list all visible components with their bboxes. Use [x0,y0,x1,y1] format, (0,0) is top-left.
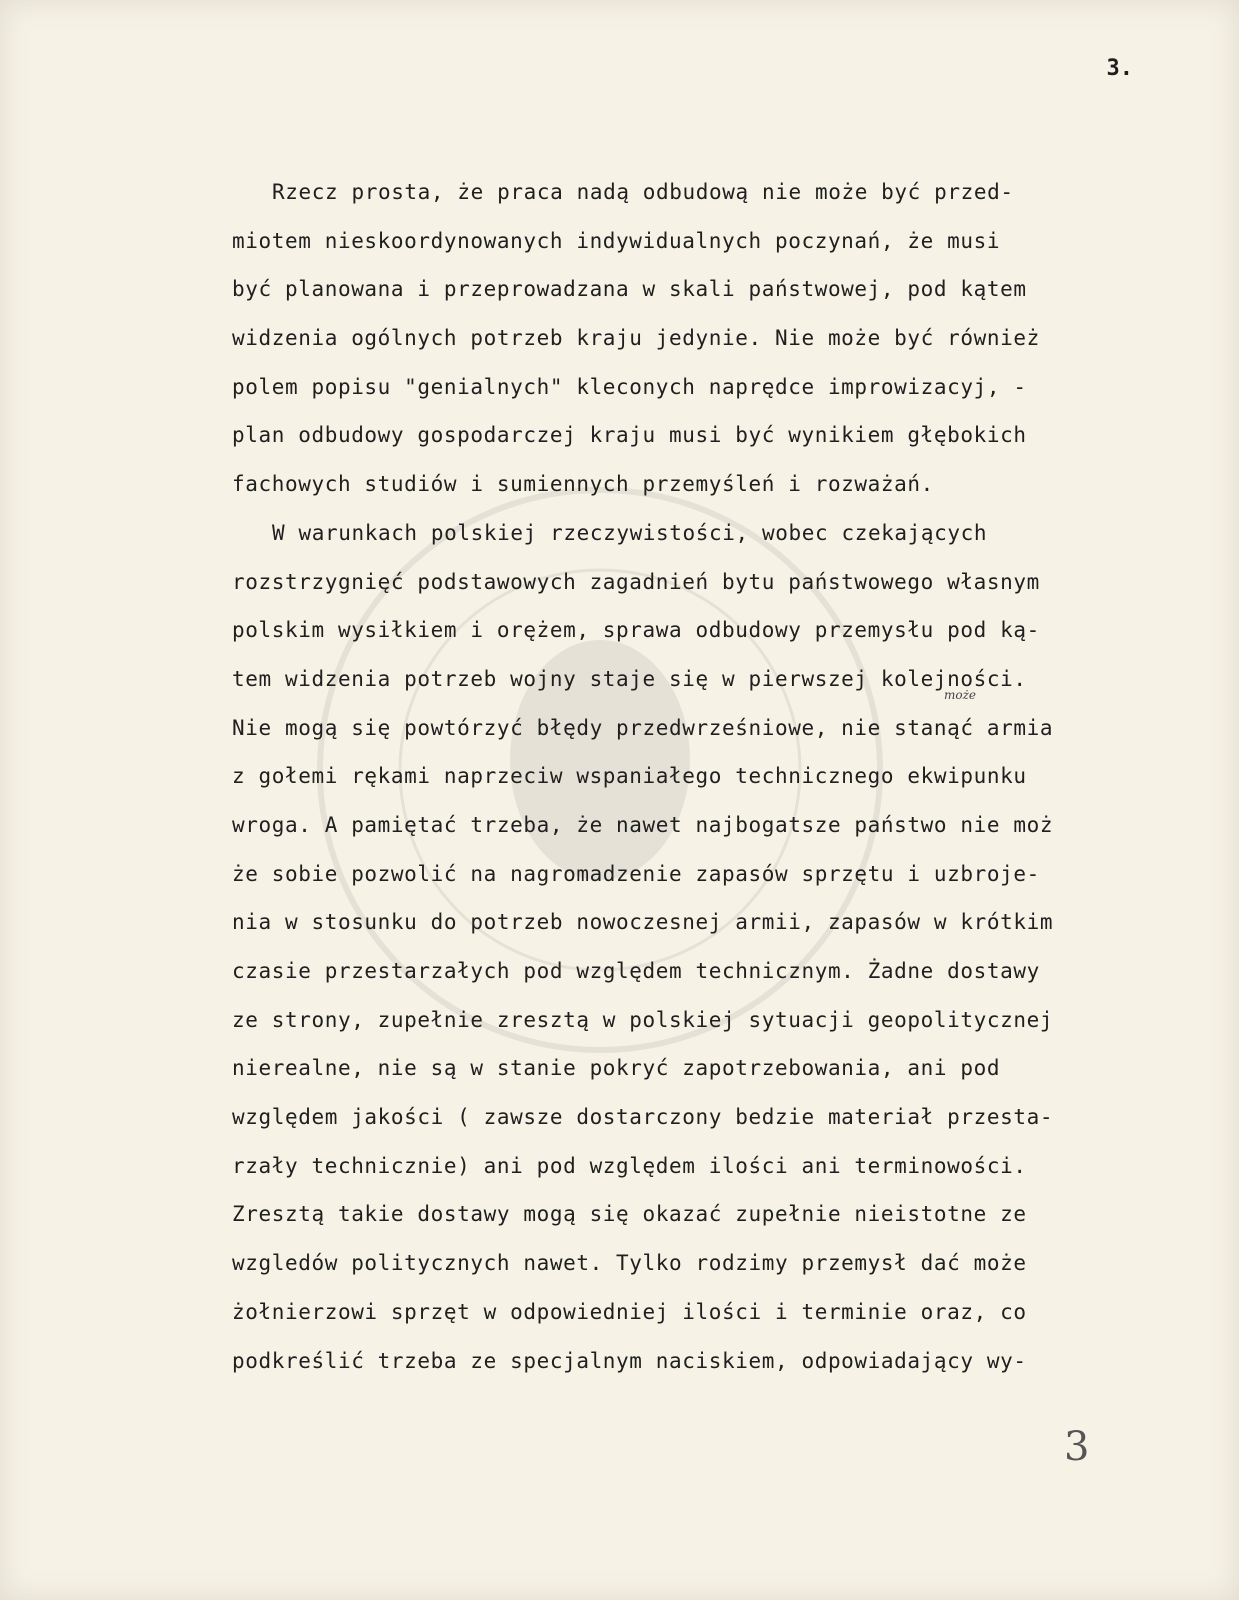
text-line: względem jakości ( zawsze dostarczony bedzie materiał przesta- [232,1105,1054,1130]
text-line: Zresztą takie dostawy mogą się okazać zupełnie nieistotne ze [232,1202,1027,1227]
text-line: ze strony, zupełnie zresztą w polskiej sytuacji geopolitycznej [232,1007,1054,1032]
text-line: Rzecz prosta, że praca nadą odbudową nie może być przed- [272,180,1014,204]
text-line: że sobie pozwolić na nagromadzenie zapasów sprzętu i uzbroje- [232,861,1040,886]
text-line: fachowych studiów i sumiennych przemyśleń i rozważań. [232,472,934,497]
text-line: z gołemi rękami naprzeciw wspaniałego technicznego ekwipunku [232,764,1027,789]
text-line: W warunkach polskiej rzeczywistości, wobec czekających [272,520,988,545]
typewritten-body [232,168,1132,1385]
text-line: miotem nieskoordynowanych indywidualnych poczynań, że musi [232,228,1001,253]
text-line: plan odbudowy gospodarczej kraju musi być wynikiem głębokich [232,423,1027,448]
text-line: polem popisu "genialnych" kleconych naprędce improwizacyj, - [232,374,1027,399]
text-line: Nie mogą się powtórzyć błędy przedwrześniowe, nie stanąć armia [232,715,1054,740]
handwritten-annotation: może [944,688,977,702]
text-line: nia w stosunku do potrzeb nowoczesnej armii, zapasów w krótkim [232,910,1054,935]
text-line: wroga. A pamiętać trzeba, że nawet najbogatsze państwo nie moż [232,812,1054,837]
page-number: 3. [1106,56,1133,81]
handwritten-page-number: 3 [1064,1424,1090,1470]
text-line: wzgledów politycznych nawet. Tylko rodzimy przemysł dać może [232,1251,1027,1276]
text-line: widzenia ogólnych potrzeb kraju jedynie. Nie może być również [232,326,1040,351]
text-line: podkreślić trzeba ze specjalnym naciskiem, odpowiadający wy- [232,1348,1027,1373]
text-line: polskim wysiłkiem i orężem, sprawa odbudowy przemysłu pod ką- [232,618,1040,643]
text-line: czasie przestarzałych pod względem technicznym. Żadne dostawy [232,959,1040,983]
text-line: nierealne, nie są w stanie pokryć zapotrzebowania, ani pod [232,1056,1001,1081]
text-line: żołnierzowi sprzęt w odpowiedniej ilości i terminie oraz, co [232,1299,1027,1324]
text-line: być planowana i przeprowadzana w skali państwowej, pod kątem [232,277,1027,302]
text-line: rozstrzygnięć podstawowych zagadnień bytu państwowego własnym [232,569,1040,594]
text-line: rzały technicznie) ani pod względem ilości ani terminowości. [232,1153,1027,1178]
text-line: tem widzenia potrzeb wojny staje się w pierwszej kolejności. [232,666,1027,691]
